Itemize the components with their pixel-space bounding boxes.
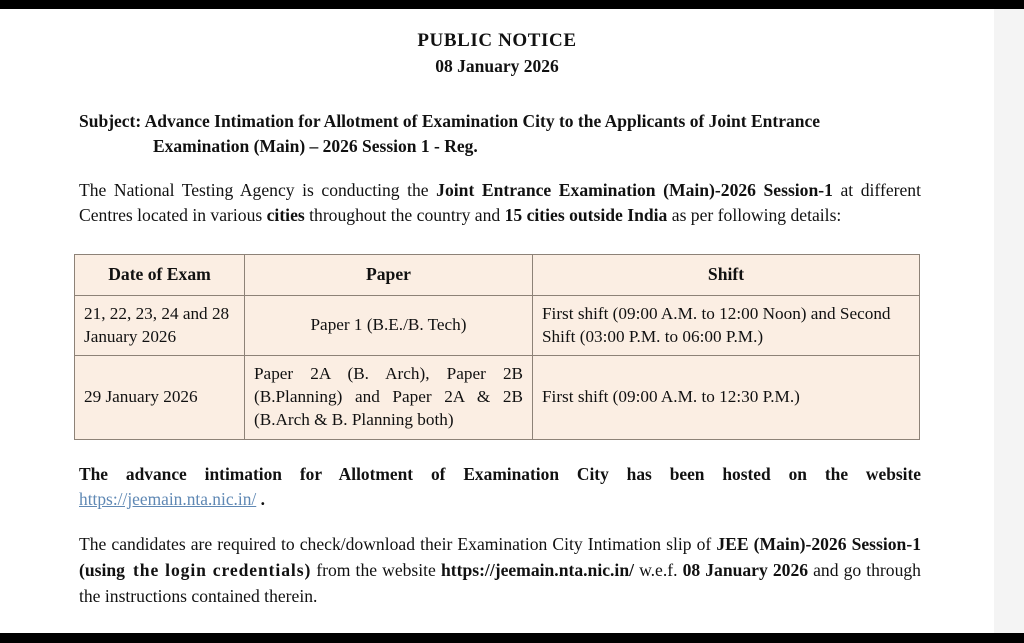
table-row [75,295,920,356]
column-header-date: Date of Exam [75,255,245,295]
final-bold-session: JEE (Main)-2026 Session-1 (using [79,533,921,580]
hosted-trailing-period: . [256,489,265,510]
exam-schedule-table-wrapper [74,254,919,440]
column-header-shift: Shift [533,255,920,295]
jeemain-website-link[interactable]: https://jeemain.nta.nic.in/ [79,489,257,510]
subject-line-1: Subject: Advance Intimation for Allotment of Examination City to the Applicants of Joint Entrance [79,110,820,131]
cell-date-1: 21, 22, 23, 24 and 28 January 2026 [75,295,245,356]
viewer-top-bar [0,0,1024,9]
hosted-paragraph [73,462,921,513]
cell-paper-1: Paper 1 (B.E./B. Tech) [245,295,533,356]
cell-date-2: 29 January 2026 [75,356,245,440]
table-row [75,356,920,440]
notice-date: 08 January 2026 [435,56,559,77]
final-bold-credentials: the login credentials) [133,559,312,580]
intro-text-3: throughout the country and [304,205,505,226]
cell-shift-2: First shift (09:00 A.M. to 12:30 P.M.) [533,356,920,440]
intro-text-4: as per following details: [667,205,842,226]
final-paragraph [73,531,921,609]
intro-paragraph [73,178,921,230]
document-sheet [0,9,994,633]
page-gutter [994,9,1024,633]
final-text-1: The candidates are required to check/download their Examination City Intimation slip of [79,533,717,554]
subject-block [73,109,921,159]
viewer-bottom-bar [0,633,1024,643]
intro-text-1: The National Testing Agency is conducting the [79,179,437,200]
hosted-line-1: The advance intimation for Allotment of Examination City has been hosted on the website [79,464,921,484]
page-title: PUBLIC NOTICE [417,30,577,51]
intro-bold-outside-india: 15 cities outside India [504,205,668,226]
final-bold-date: 08 January 2026 [682,559,809,580]
final-text-4: and go through the instructions contained therein. [79,559,921,606]
document-body [73,9,921,609]
column-header-paper: Paper [245,255,533,295]
intro-bold-exam-name: Joint Entrance Examination (Main)-2026 Session-1 [436,179,833,200]
cell-paper-2: Paper 2A (B. Arch), Paper 2B (B.Planning) and Paper 2A & 2B (B.Arch & B. Planning both) [245,356,533,440]
exam-schedule-table [74,254,920,440]
final-bold-website: https://jeemain.nta.nic.in/ [440,559,634,580]
final-text-3: w.e.f. [634,559,683,580]
intro-bold-cities: cities [266,205,305,226]
subject-line-2: Examination (Main) – 2026 Session 1 - Reg. [153,135,478,156]
final-text-2: from the website [311,559,441,580]
table-header-row [75,255,920,295]
cell-shift-1: First shift (09:00 A.M. to 12:00 Noon) and Second Shift (03:00 P.M. to 06:00 P.M.) [533,295,920,356]
intro-text-2: at different Centres located in various [79,179,921,226]
